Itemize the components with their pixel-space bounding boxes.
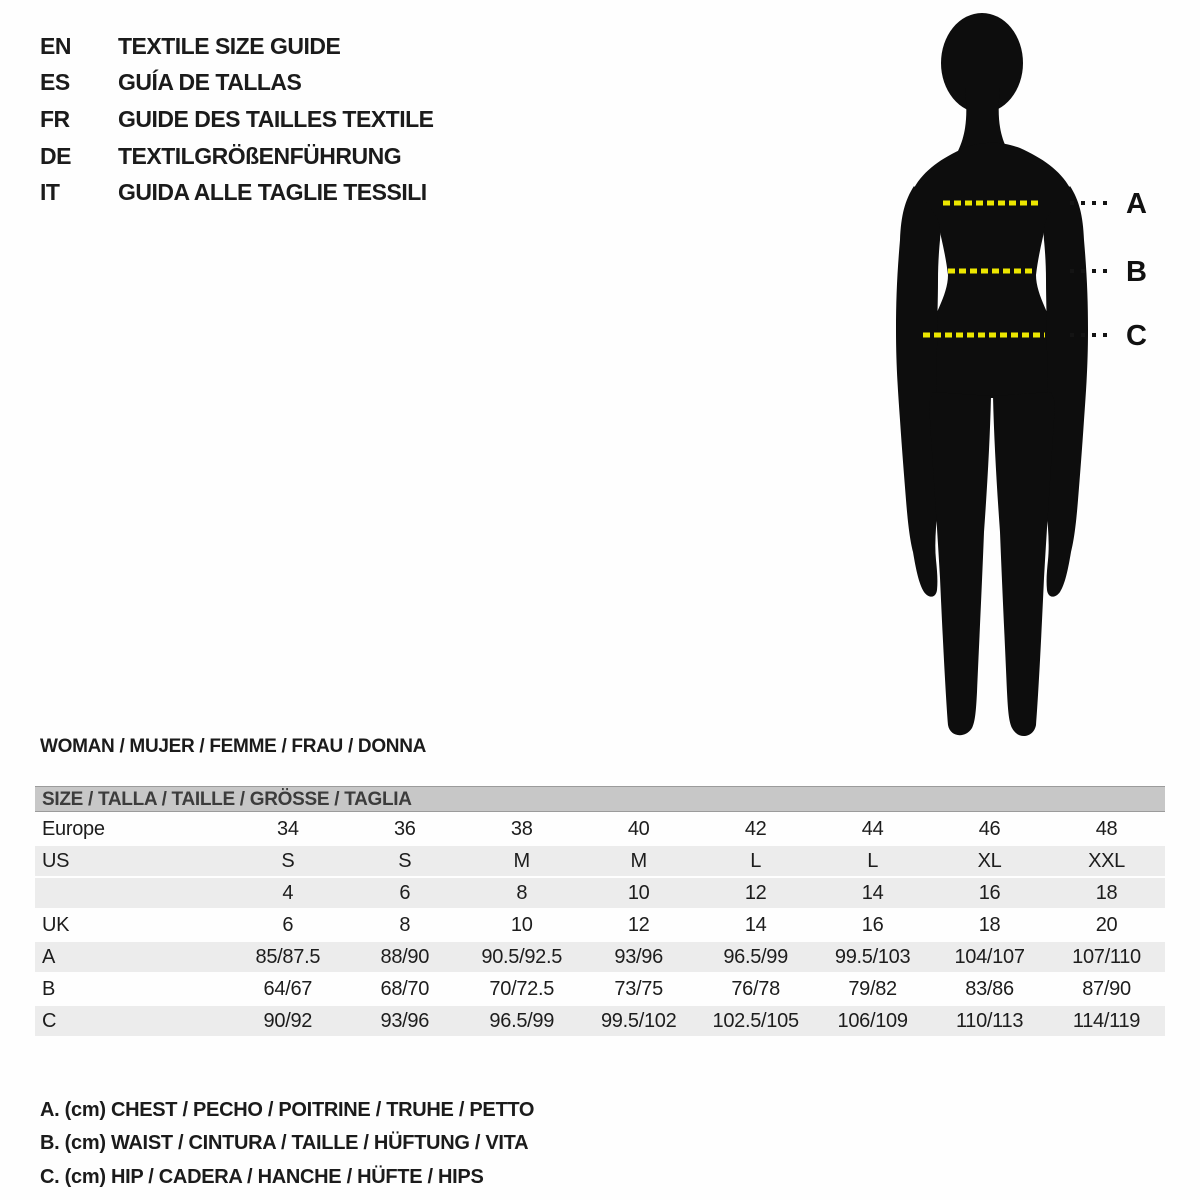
table-cell: 14 (814, 878, 931, 908)
silhouette-right-leg (993, 392, 1055, 736)
table-cell: 96.5/99 (697, 942, 814, 972)
note-waist: B. (cm) WAIST / CINTURA / TAILLE / HÜFTUNG / VITA (40, 1132, 529, 1155)
table-cell: 99.5/102 (580, 1006, 697, 1036)
measure-label-a: A (1126, 188, 1147, 220)
guide-title: GUÍA DE TALLAS (118, 69, 302, 96)
table-row (35, 910, 1165, 940)
table-cell: 93/96 (346, 1006, 463, 1036)
table-cell: 6 (346, 878, 463, 908)
table-cell: 106/109 (814, 1006, 931, 1036)
language-code: DE (40, 142, 71, 169)
table-cell: 18 (1048, 878, 1165, 908)
table-cell: XXL (1048, 846, 1165, 876)
table-cell: 96.5/99 (463, 1006, 580, 1036)
language-code: ES (40, 69, 70, 96)
language-code: FR (40, 105, 70, 132)
table-cell: 38 (510, 817, 533, 840)
table-cell: 88/90 (346, 942, 463, 972)
table-cell: 79/82 (848, 977, 897, 1000)
table-cell: 102.5/105 (697, 1006, 814, 1036)
table-cell: 42 (744, 817, 767, 840)
table-cell: 85/87.5 (229, 942, 346, 972)
table-cell: 12 (697, 878, 814, 908)
table-cell: 4 (229, 878, 346, 908)
table-cell: 14 (744, 913, 767, 936)
table-cell: 93/96 (580, 942, 697, 972)
table-cell: 8 (399, 913, 411, 936)
table-cell: 64/67 (263, 977, 313, 1000)
table-row (35, 846, 1165, 876)
language-title-list (40, 28, 434, 211)
table-cell: 34 (277, 817, 299, 840)
table-cell: 44 (861, 817, 884, 840)
table-cell: 48 (1095, 817, 1118, 840)
list-item (40, 138, 434, 175)
table-cell: S (229, 846, 346, 876)
list-item (40, 174, 434, 211)
table-row (35, 974, 1165, 1004)
table-cell: 73/75 (614, 977, 663, 1000)
table-cell: 10 (580, 878, 697, 908)
silhouette-right-arm (1044, 186, 1088, 597)
table-cell: XL (931, 846, 1048, 876)
table-cell: 70/72.5 (489, 977, 555, 1000)
guide-title: GUIDA ALLE TAGLIE TESSILI (118, 179, 427, 206)
row-label: UK (42, 913, 70, 936)
table-cell: L (697, 846, 814, 876)
list-item (40, 65, 434, 102)
size-conversion-table (35, 812, 1165, 1038)
silhouette-left-arm (896, 186, 940, 597)
section-title: WOMAN / MUJER / FEMME / FRAU / DONNA (40, 736, 427, 757)
size-table-header: SIZE / TALLA / TAILLE / GRÖSSE / TAGLIA (35, 786, 1165, 812)
table-cell: 99.5/103 (814, 942, 931, 972)
table-cell: 104/107 (931, 942, 1048, 972)
table-cell: 10 (510, 913, 533, 936)
language-code: EN (40, 32, 71, 59)
table-cell: 6 (282, 913, 294, 936)
measure-notes (40, 1094, 534, 1194)
table-cell: 83/86 (965, 977, 1014, 1000)
row-label: A (35, 942, 229, 972)
table-cell: M (580, 846, 697, 876)
table-cell: 110/113 (931, 1006, 1048, 1036)
measure-label-c: C (1126, 320, 1147, 352)
table-cell: 16 (931, 878, 1048, 908)
table-cell: S (346, 846, 463, 876)
guide-title: TEXTILGRÖßENFÜHRUNG (118, 142, 402, 169)
guide-title: GUIDE DES TAILLES TEXTILE (118, 105, 434, 132)
table-row (35, 942, 1165, 972)
table-cell: 68/70 (380, 977, 430, 1000)
silhouette-left-leg (929, 392, 991, 735)
table-cell: 114/119 (1048, 1006, 1165, 1036)
note-hip: C. (cm) HIP / CADERA / HANCHE / HÜFTE / HIPS (40, 1165, 484, 1188)
table-cell: L (814, 846, 931, 876)
table-cell: 76/78 (731, 977, 780, 1000)
guide-title: TEXTILE SIZE GUIDE (118, 32, 341, 59)
table-cell: 90.5/92.5 (463, 942, 580, 972)
table-cell: 36 (393, 817, 416, 840)
row-label: C (35, 1006, 229, 1036)
row-label: Europe (42, 817, 105, 840)
row-label: US (35, 846, 229, 876)
table-cell: 12 (627, 913, 650, 936)
table-cell: 18 (978, 913, 1001, 936)
list-item (40, 28, 434, 65)
row-label: B (42, 977, 56, 1000)
note-chest: A. (cm) CHEST / PECHO / POITRINE / TRUHE / PETTO (40, 1099, 535, 1121)
table-cell: 8 (463, 878, 580, 908)
table-cell: 90/92 (229, 1006, 346, 1036)
table-cell: 107/110 (1048, 942, 1165, 972)
table-cell: M (463, 846, 580, 876)
table-row (35, 878, 1165, 908)
table-row (35, 814, 1165, 844)
language-code: IT (40, 179, 60, 206)
measure-label-b: B (1126, 256, 1147, 288)
woman-silhouette-icon (880, 0, 1200, 760)
table-cell: 40 (627, 817, 650, 840)
table-cell: 87/90 (1082, 977, 1131, 1000)
list-item (40, 101, 434, 138)
table-cell: 20 (1095, 913, 1118, 936)
table-cell: 16 (861, 913, 884, 936)
table-row (35, 1006, 1165, 1036)
size-table (35, 786, 1165, 1038)
table-cell: 46 (978, 817, 1001, 840)
measurement-figure (880, 0, 1200, 760)
row-label (35, 878, 229, 908)
